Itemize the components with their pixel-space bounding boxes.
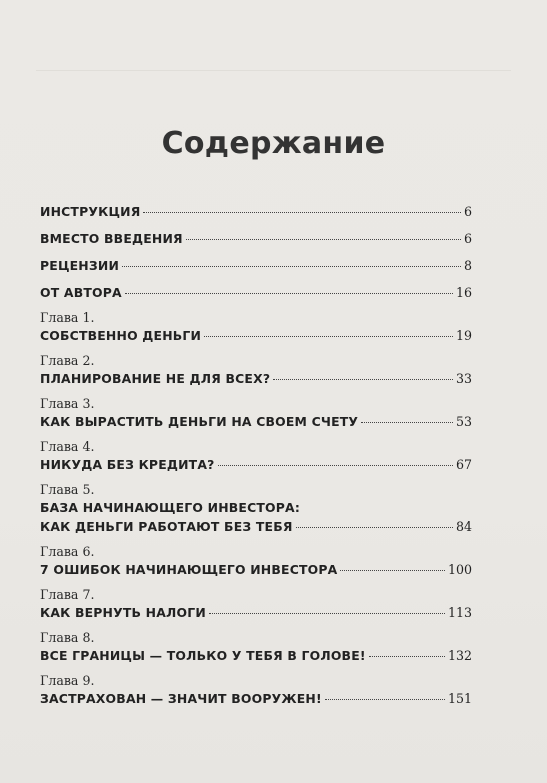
dot-leader — [296, 527, 453, 528]
toc-entry-title: РЕЦЕНЗИИ — [40, 258, 120, 273]
chapter-label: Глава 6. — [40, 544, 95, 559]
toc-entry-title: ОТ АВТОРА — [40, 285, 122, 300]
toc-entry — [40, 673, 472, 706]
toc-entry — [40, 231, 472, 246]
toc-page-number: 100 — [447, 562, 472, 577]
toc-page-number: 151 — [447, 691, 472, 706]
toc-page-number: 132 — [447, 648, 472, 663]
chapter-label: Глава 5. — [40, 482, 95, 497]
dot-leader — [369, 656, 445, 657]
toc-entry — [40, 204, 472, 219]
toc-page-number: 67 — [455, 457, 472, 472]
toc-entry-title: 7 ОШИБОК НАЧИНАЮЩЕГО ИНВЕСТОРА — [40, 562, 338, 577]
toc-entry — [40, 544, 472, 577]
toc-entry-title: КАК ВЕРНУТЬ НАЛОГИ — [40, 605, 206, 620]
toc-entry-title: ВМЕСТО ВВЕДЕНИЯ — [40, 231, 183, 246]
toc-entry-title: НИКУДА БЕЗ КРЕДИТА? — [40, 457, 215, 472]
toc-page-number: 16 — [455, 285, 472, 300]
toc-entry — [40, 587, 472, 620]
toc-page-number: 19 — [455, 328, 472, 343]
dot-leader — [361, 422, 453, 423]
chapter-label: Глава 3. — [40, 396, 95, 411]
dot-leader — [340, 570, 445, 571]
toc-page-number: 6 — [463, 231, 472, 246]
toc-entry-title-line1: БАЗА НАЧИНАЮЩЕГО ИНВЕСТОРА: — [40, 500, 300, 515]
toc-page-number: 6 — [463, 204, 472, 219]
toc-entry — [40, 353, 472, 386]
toc-entry-title: ЗАСТРАХОВАН — ЗНАЧИТ ВООРУЖЕН! — [40, 691, 322, 706]
toc-entry-title: СОБСТВЕННО ДЕНЬГИ — [40, 328, 202, 343]
toc-entry — [40, 439, 472, 472]
table-of-contents — [40, 198, 472, 706]
toc-entry-title: КАК ВЫРАСТИТЬ ДЕНЬГИ НА СВОЕМ СЧЕТУ — [40, 414, 359, 429]
chapter-label: Глава 1. — [40, 310, 95, 325]
toc-page-number: 33 — [455, 371, 472, 386]
dot-leader — [186, 239, 461, 240]
toc-entry-title: ВСЕ ГРАНИЦЫ — ТОЛЬКО У ТЕБЯ В ГОЛОВЕ! — [40, 648, 366, 663]
dot-leader — [143, 212, 461, 213]
toc-entry — [40, 258, 472, 273]
chapter-label: Глава 9. — [40, 673, 95, 688]
bleed-through-header — [36, 58, 511, 71]
dot-leader — [125, 293, 453, 294]
chapter-label: Глава 4. — [40, 439, 95, 454]
toc-entry — [40, 630, 472, 663]
page-title: Содержание — [161, 126, 386, 161]
dot-leader — [273, 379, 453, 380]
dot-leader — [218, 465, 453, 466]
dot-leader — [122, 266, 461, 267]
toc-entry-title: КАК ДЕНЬГИ РАБОТАЮТ БЕЗ ТЕБЯ — [40, 519, 293, 534]
chapter-label: Глава 8. — [40, 630, 95, 645]
toc-page-number: 113 — [447, 605, 472, 620]
dot-leader — [325, 699, 445, 700]
toc-entry — [40, 482, 472, 534]
toc-page-number: 84 — [455, 519, 472, 534]
toc-page-number: 53 — [455, 414, 472, 429]
chapter-label: Глава 7. — [40, 587, 95, 602]
dot-leader — [209, 613, 445, 614]
chapter-label: Глава 2. — [40, 353, 95, 368]
toc-entry — [40, 285, 472, 300]
toc-entry-title: ИНСТРУКЦИЯ — [40, 204, 141, 219]
toc-entry — [40, 396, 472, 429]
toc-entry-title: ПЛАНИРОВАНИЕ НЕ ДЛЯ ВСЕХ? — [40, 371, 271, 386]
dot-leader — [204, 336, 453, 337]
toc-page-number: 8 — [463, 258, 472, 273]
toc-entry — [40, 310, 472, 343]
